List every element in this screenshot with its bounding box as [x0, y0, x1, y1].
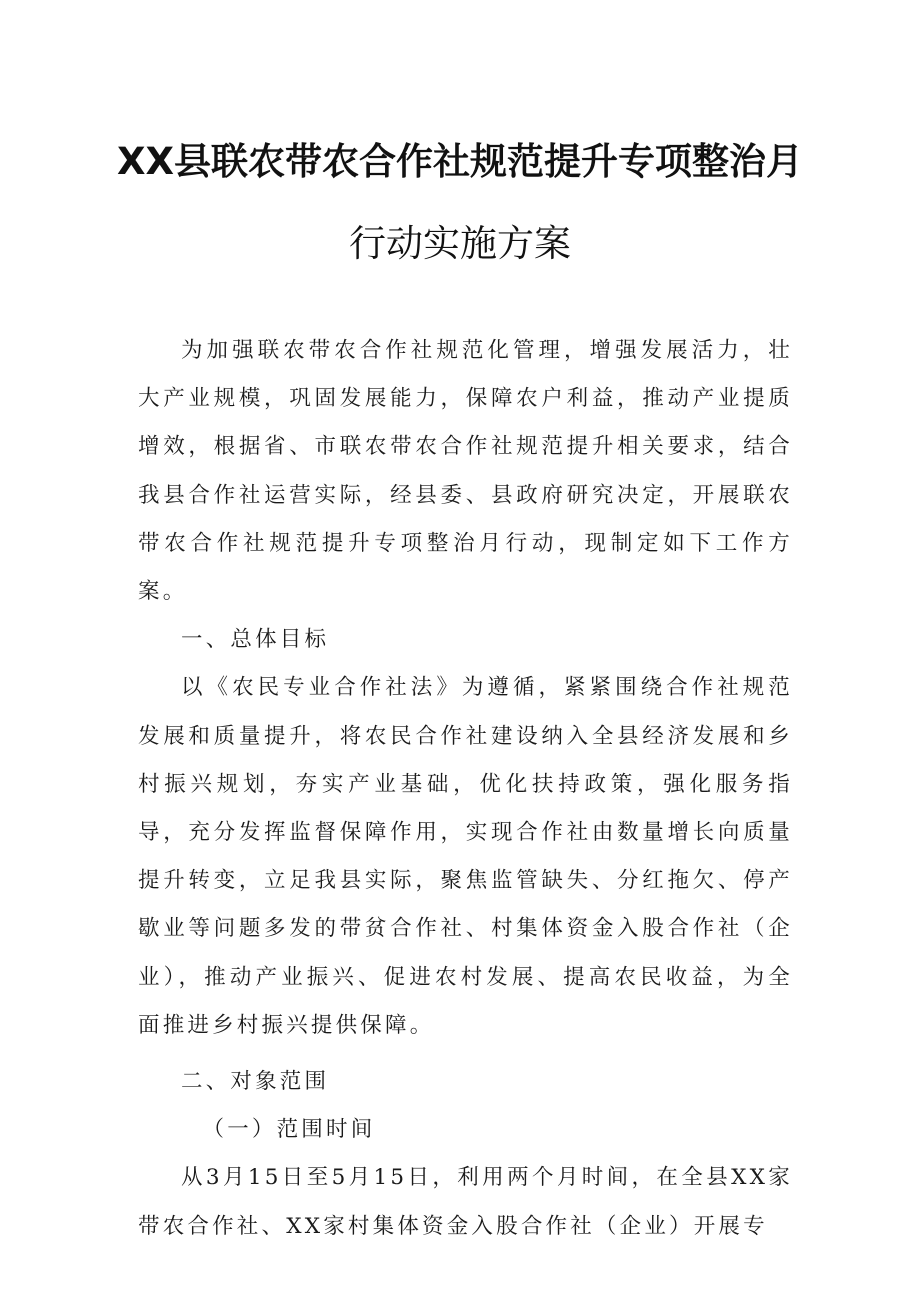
document-title-line-2: 行动实施方案 [349, 222, 571, 265]
paragraph-scope-time: 从3月15日至5月15日，利用两个月时间，在全县XX家带农合作社、XX家村集体资金入股合作社（企业）开展专 [138, 1165, 793, 1239]
paragraph-overall-goal: 以《农民专业合作社法》为遵循，紧紧围绕合作社规范发展和质量提升，将农民合作社建设纳入全县经济发展和乡村振兴规划，夯实产业基础，优化扶持政策，强化服务指导，充分发挥监督保障作用，实现合作社由数量增长向质量提升转变，立足我县实际，聚焦监管缺失、分红拖欠、停产歇业等问题多发的带贫合作社、村集体资金入股合作社（企业），推动产业振兴、促进农村发展、提高农民收益，为全面推进乡村振兴提供保障。 [138, 675, 793, 1038]
document-body [138, 327, 793, 1251]
document-title-line-1: XX县联农带农合作社规范提升专项整治月 [116, 140, 804, 183]
section-heading-overall-goal: 一、总体目标 [181, 627, 330, 653]
paragraph-intro: 为加强联农带农合作社规范化管理，增强发展活力，壮大产业规模，巩固发展能力，保障农户利益，推动产业提质增效，根据省、市联农带农合作社规范提升相关要求，结合我县合作社运营实际，经县委、县政府研究决定，开展联农带农合作社规范提升专项整治月行动，现制定如下工作方案。 [138, 338, 793, 605]
subsection-heading-scope-time: （一）范围时间 [202, 1117, 376, 1143]
section-heading-scope: 二、对象范围 [181, 1069, 330, 1095]
